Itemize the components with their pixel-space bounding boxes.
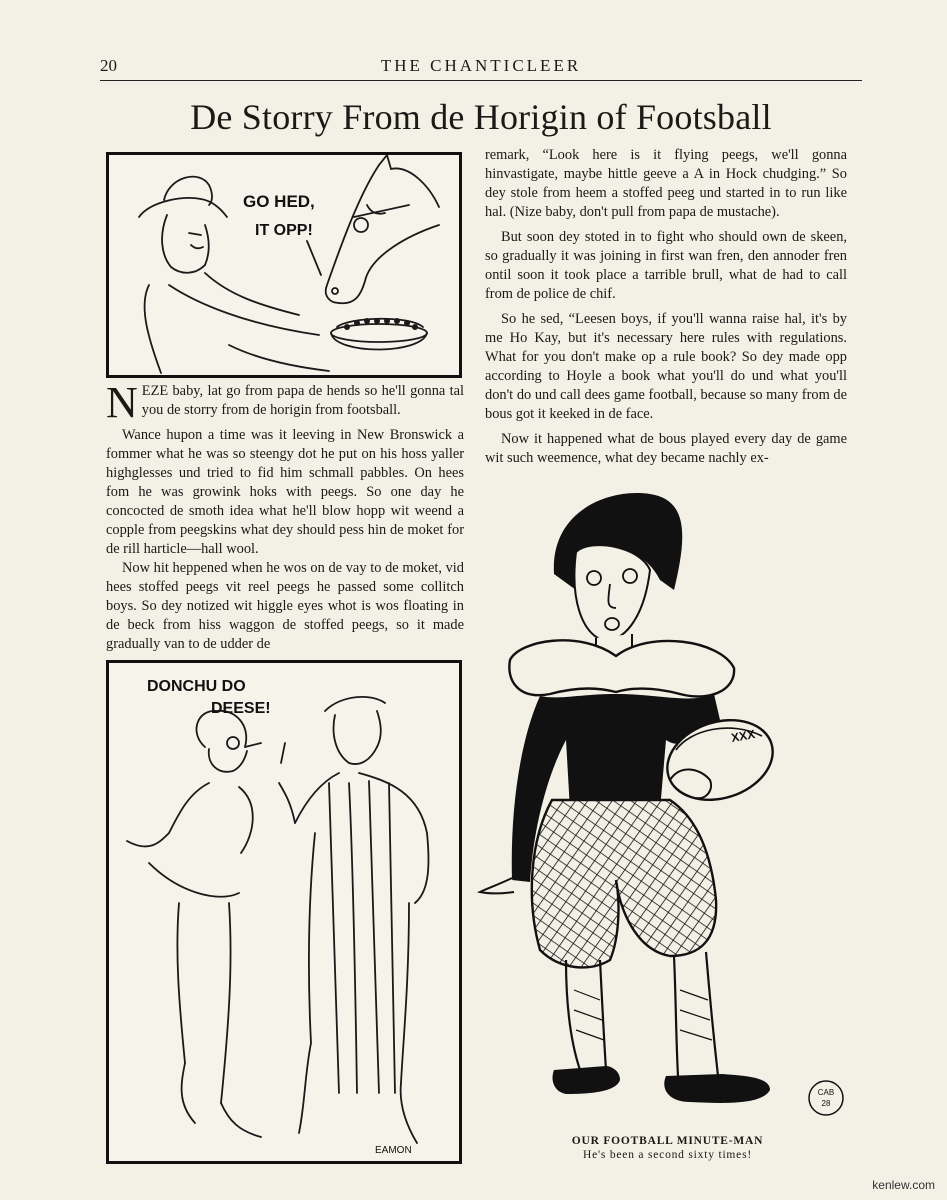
balloon-text-1: GO HED, xyxy=(243,192,315,211)
page-header xyxy=(100,52,862,81)
farmer-body xyxy=(145,285,161,373)
left-paragraph-1 xyxy=(106,378,464,427)
page-number: 20 xyxy=(100,56,117,75)
balloon-text-3: DONCHU DO xyxy=(147,678,246,695)
artist-monogram xyxy=(809,1081,843,1115)
right-paragraph-2: But soon dey stoted in to fight who should own de skeen, so gradually it was joining in first wan fren, den annoder fren ontil soon it took place a tarrible brull, what de had to call from de police de chif. xyxy=(485,229,847,302)
illustration-caption xyxy=(475,1134,860,1162)
right-column xyxy=(485,146,847,468)
left-shoe xyxy=(553,1066,621,1094)
left-paragraph-3: Now hit heppened when he wos on de vay to de moket, vid hees stoffed peegs vit reel peegs he passed some collitch boys. So dey notized wit higgle eyes whot is wos floating in de beck from hiss waggon de stoffed peegs, so it made gradually van to de udder de xyxy=(106,560,464,652)
left-paragraph-1-text: EZE baby, lat go from papa de hends so he'll gonna tal you de storry from de horigin from footsball. xyxy=(141,383,464,418)
magazine-name: THE CHANTICLEER xyxy=(380,56,582,75)
player-face xyxy=(574,545,650,640)
football-player-drawing xyxy=(470,480,860,1130)
farmer-head xyxy=(162,215,205,273)
farmer-horse-drawing xyxy=(109,155,459,375)
horse-head xyxy=(379,155,439,207)
right-shoe xyxy=(664,1074,770,1103)
man-cap xyxy=(325,697,385,711)
caption-title: OUR FOOTBALL MINUTE-MAN xyxy=(571,1135,764,1147)
football-player-illustration xyxy=(470,480,860,1130)
farmer-hat xyxy=(139,198,227,217)
man-head xyxy=(334,715,377,764)
balloon-text-2: IT OPP! xyxy=(255,222,313,239)
cartoon-farmer-horse xyxy=(106,152,462,378)
right-paragraph-1: remark, “Look here is it flying peegs, we'll gonna hinvastigate, maybe hittle geeve a A in Hock chudging.” So dey stole from heem a stoffed peeg und started in to run like hal. (Nize baby, don't pull from papa de mustache). xyxy=(485,147,847,220)
right-paragraph-4: Now it happened what de bous played every day de game wit such weemence, what dey became nachly ex- xyxy=(485,431,847,466)
balloon-text-4: DEESE! xyxy=(211,700,271,717)
right-leg xyxy=(674,956,678,1076)
ball-text: XXX xyxy=(730,726,757,745)
couple-drawing xyxy=(109,663,459,1161)
cartoon-couple xyxy=(106,660,462,1164)
artist-signature: EAMON xyxy=(375,1145,412,1156)
article-title: De Storry From de Horigin of Footsball xyxy=(190,97,772,137)
left-leg xyxy=(566,960,580,1070)
monogram-text-2: 28 xyxy=(821,1099,831,1108)
monogram-text-1: CAB xyxy=(817,1088,835,1097)
woman-body xyxy=(127,783,209,846)
watermark: kenlew.com xyxy=(872,1178,935,1192)
left-paragraph-2: Wance hupon a time was it leeving in New Bronswick a fommer what he was so steengy dot he put on his hoss yaller highglesses und tried to fid him schmall pabbles. On hees fom he was growink hoks with peegs. So one day he concocted de smoth idea what he'll blow hopp wit weend a copple from peegskins what dey should pess hin de moket for de rill harticle—hall wool. xyxy=(106,427,464,557)
right-paragraph-3: So he sed, “Leesen boys, if you'll wanna raise hal, it's by me Ho Kay, but it's necessary here rules with regulations. What for you don't make op a rule book? So dey made opp according to Hoyle a book what you'll do und what you'll don't do und call dees game football, because so many from de bous got it keeked in de face. xyxy=(485,311,847,422)
checkered-pants xyxy=(532,800,716,967)
drop-cap: N xyxy=(106,378,138,427)
left-column xyxy=(106,378,464,654)
caption-subtitle: He's been a second sixty times! xyxy=(583,1149,752,1161)
